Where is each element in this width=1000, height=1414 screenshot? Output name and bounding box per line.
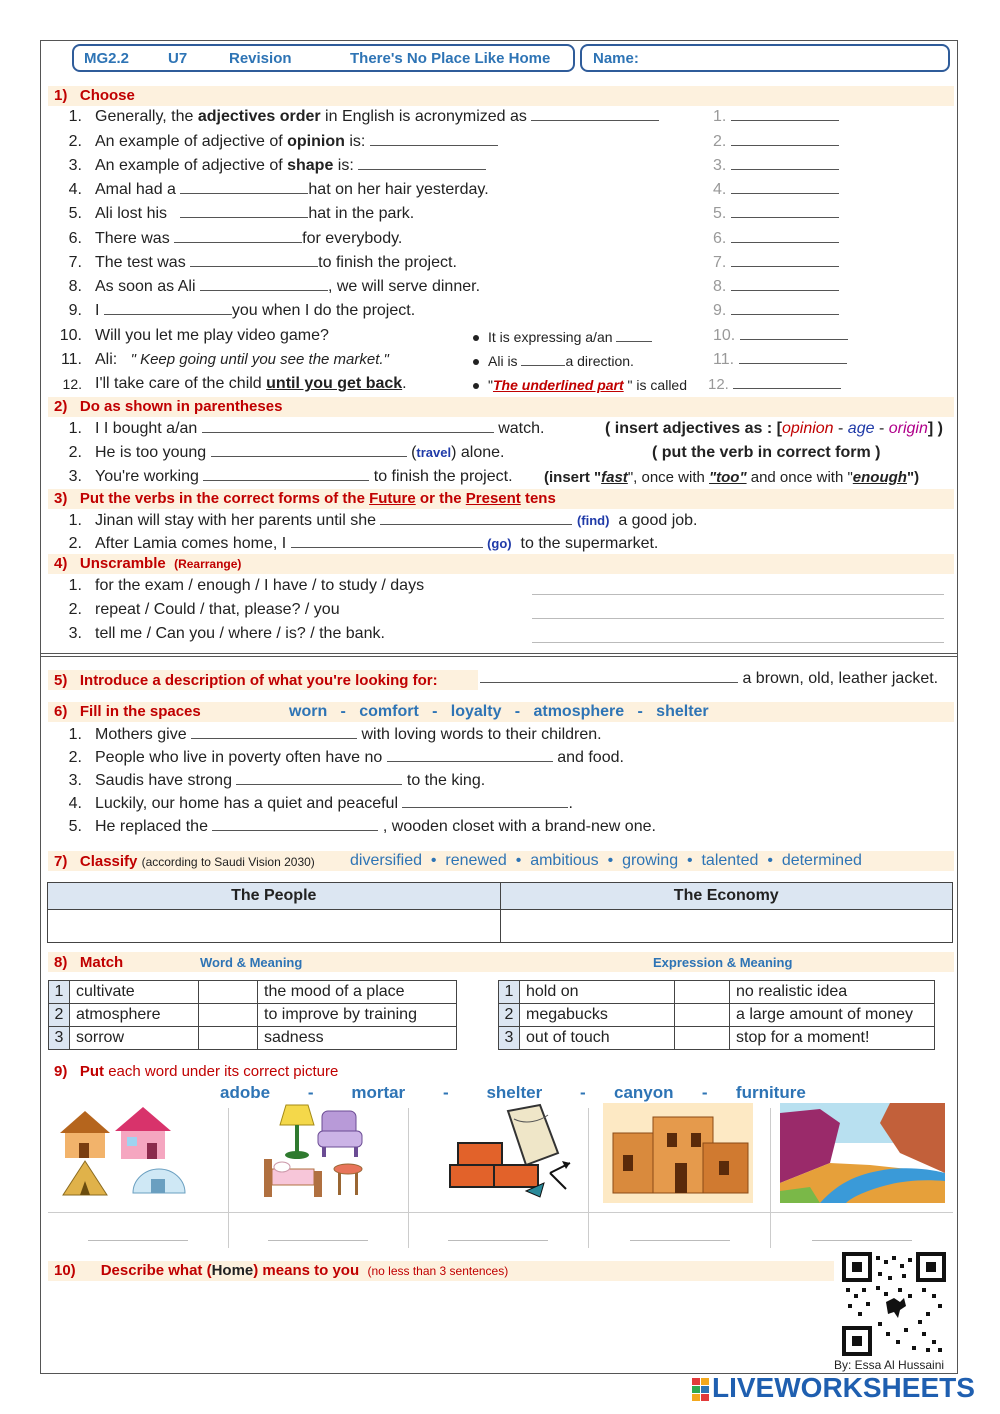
- match-answer-cell[interactable]: [199, 1004, 258, 1027]
- section-2-heading: 2) Do as shown in parentheses: [54, 398, 283, 415]
- item-number: 6.: [68, 230, 82, 247]
- answer-line[interactable]: [532, 594, 944, 595]
- answer-blank[interactable]: [387, 749, 553, 762]
- instruction-2-1: ( insert adjectives as : [opinion - age - origin] ): [605, 420, 943, 437]
- answer-slot-3: 3.: [713, 157, 839, 175]
- item-number: 3.: [68, 157, 82, 174]
- description-answer-area[interactable]: [52, 1290, 822, 1366]
- answer-blank[interactable]: [236, 772, 402, 785]
- section-4-heading: 4) Unscramble (Rearrange): [54, 555, 242, 572]
- answer-blank[interactable]: [200, 278, 328, 291]
- row-number: 2: [49, 1004, 70, 1027]
- answer-slot-2: 2.: [713, 133, 839, 151]
- question-6-4: Luckily, our home has a quiet and peaceful .: [95, 795, 573, 812]
- shelter-picture: [55, 1103, 220, 1203]
- section-10-heading: 10) Describe what (Home) means to you (no less than 3 sentences): [54, 1262, 509, 1279]
- question-1-2: An example of adjective of opinion is:: [95, 133, 498, 151]
- qr-code-icon: [842, 1252, 946, 1356]
- instruction-2-3: (insert "fast", once with "too" and once with "enough"): [544, 469, 920, 486]
- question-1-12: I'll take care of the child until you get back.: [95, 375, 407, 392]
- answer-blank[interactable]: [733, 376, 841, 389]
- match-answer-cell[interactable]: [199, 1027, 258, 1050]
- section-3-heading: 3) Put the verbs in the correct forms of the Future or the Present tens: [54, 490, 556, 507]
- answer-blank[interactable]: [358, 157, 486, 170]
- answer-slot-5: 5.: [713, 205, 839, 223]
- question-1-6: There was for everybody.: [95, 230, 403, 247]
- furniture-picture: [258, 1103, 388, 1203]
- item-number: 12.: [62, 376, 82, 392]
- item-number: 2.: [68, 444, 82, 461]
- match-table-expressions: [498, 980, 935, 1050]
- col-header-economy: The Economy: [500, 883, 953, 910]
- question-3-2: After Lamia comes home, I (go) to the supermarket.: [95, 535, 659, 552]
- match-answer-cell[interactable]: [675, 1027, 730, 1050]
- answer-slot-9: 9.: [713, 302, 839, 320]
- answer-blank[interactable]: [370, 133, 498, 146]
- canyon-picture: [780, 1103, 945, 1203]
- economy-answer-cell[interactable]: [500, 910, 953, 943]
- word-bank-7: diversified • renewed • ambitious • growing • talented • determined: [350, 852, 862, 869]
- match-meaning: the mood of a place: [258, 981, 457, 1004]
- section-8-heading: 8) Match: [54, 954, 124, 971]
- answer-blank[interactable]: [731, 108, 839, 121]
- question-6-2: People who live in poverty often have no and food.: [95, 749, 624, 766]
- question-6-5: He replaced the , wooden closet with a brand-new one.: [95, 818, 656, 835]
- unit-label: U7: [168, 50, 188, 67]
- answer-blank[interactable]: [202, 420, 494, 433]
- picture-answer-line[interactable]: [630, 1240, 730, 1241]
- question-1-7: The test was to finish the project.: [95, 254, 457, 271]
- answer-blank[interactable]: [104, 302, 232, 315]
- row-number: 2: [499, 1004, 520, 1027]
- match-meaning: a large amount of money: [730, 1004, 935, 1027]
- side-note-11: Ali is a direction.: [488, 353, 634, 369]
- answer-slot-4: 4.: [713, 181, 839, 199]
- item-number: 3.: [68, 772, 82, 789]
- answer-blank[interactable]: [211, 444, 407, 457]
- match-expression: megabucks: [520, 1004, 675, 1027]
- answer-blank[interactable]: [531, 108, 659, 121]
- bullet-icon: [473, 335, 479, 341]
- answer-blank[interactable]: [740, 327, 848, 340]
- item-number: 5.: [68, 205, 82, 222]
- section-1-heading: 1) Choose: [54, 87, 135, 104]
- answer-slot-1: 1.: [713, 108, 839, 126]
- item-number: 2.: [68, 749, 82, 766]
- side-note-12: "The underlined part " is called: [488, 377, 687, 393]
- item-number: 11.: [60, 351, 82, 368]
- answer-slot-6: 6.: [713, 230, 839, 248]
- course-code: MG2.2: [84, 50, 130, 67]
- section-8-band: [48, 952, 954, 972]
- match-answer-cell[interactable]: [675, 981, 730, 1004]
- answer-blank[interactable]: [380, 512, 572, 525]
- divider: [48, 1212, 953, 1213]
- match-word: cultivate: [70, 981, 199, 1004]
- bullet-icon: [473, 359, 479, 365]
- question-1-9: I you when I do the project.: [95, 302, 416, 319]
- item-number: 1.: [68, 726, 82, 743]
- worksheet-title: There's No Place Like Home: [350, 50, 551, 67]
- scramble-1: for the exam / enough / I have / to study / days: [95, 577, 425, 594]
- question-1-8: As soon as Ali , we will serve dinner.: [95, 278, 481, 295]
- answer-slot-8: 8.: [713, 278, 839, 296]
- divider: [770, 1108, 771, 1248]
- answer-blank[interactable]: [480, 670, 738, 683]
- match-right-title: Expression & Meaning: [653, 955, 793, 970]
- answer-blank[interactable]: [402, 795, 568, 808]
- question-5: a brown, old, leather jacket.: [480, 670, 938, 688]
- answer-blank[interactable]: [203, 468, 369, 481]
- item-number: 5.: [68, 818, 82, 835]
- section-5-heading: 5) Introduce a description of what you're looking for:: [54, 672, 438, 689]
- answer-slot-7: 7.: [713, 254, 839, 272]
- item-number: 4.: [68, 795, 82, 812]
- item-number: 10.: [59, 327, 82, 344]
- item-number: 2.: [68, 535, 82, 552]
- match-meaning: no realistic idea: [730, 981, 935, 1004]
- word-bank-6: worn - comfort - loyalty - atmosphere - shelter: [289, 703, 709, 720]
- question-2-2: He is too young (travel) alone.: [95, 444, 505, 461]
- divider: [40, 656, 958, 657]
- match-word: atmosphere: [70, 1004, 199, 1027]
- col-header-people: The People: [48, 883, 501, 910]
- answer-blank[interactable]: [190, 254, 318, 267]
- section-1-band: [48, 86, 954, 106]
- item-number: 7.: [68, 254, 82, 271]
- match-expression: hold on: [520, 981, 675, 1004]
- section-6-heading: 6) Fill in the spaces: [54, 703, 201, 720]
- answer-blank[interactable]: [731, 302, 839, 315]
- divider: [228, 1108, 229, 1248]
- liveworksheets-brand[interactable]: LIVEWORKSHEETS: [712, 1372, 975, 1403]
- answer-blank[interactable]: [731, 254, 839, 267]
- row-number: 3: [49, 1027, 70, 1050]
- mortar-picture: [448, 1103, 578, 1203]
- row-number: 1: [499, 981, 520, 1004]
- question-6-3: Saudis have strong to the king.: [95, 772, 486, 789]
- match-meaning: stop for a moment!: [730, 1027, 935, 1050]
- instruction-2-2: ( put the verb in correct form ): [652, 444, 881, 461]
- bullet-icon: [473, 383, 479, 389]
- answer-blank[interactable]: [212, 818, 378, 831]
- answer-blank[interactable]: [739, 351, 847, 364]
- item-number: 3.: [68, 625, 82, 642]
- match-answer-cell[interactable]: [675, 1004, 730, 1027]
- match-left-title: Word & Meaning: [200, 955, 303, 970]
- scramble-3: tell me / Can you / where / is? / the bank.: [95, 625, 385, 642]
- answer-blank[interactable]: [521, 353, 565, 366]
- question-1-1: Generally, the adjectives order in English is acronymized as: [95, 108, 659, 126]
- answer-blank[interactable]: [291, 535, 483, 548]
- divider: [40, 653, 958, 654]
- author-credit: By: Essa Al Hussaini: [834, 1358, 945, 1372]
- item-number: 2.: [68, 601, 82, 618]
- classify-table: [47, 882, 953, 943]
- answer-blank[interactable]: [180, 205, 308, 218]
- item-number: 1.: [68, 512, 82, 529]
- question-1-11: Ali: " Keep going until you see the market.": [95, 351, 389, 368]
- question-6-1: Mothers give with loving words to their children.: [95, 726, 602, 743]
- match-meaning: sadness: [258, 1027, 457, 1050]
- match-answer-cell[interactable]: [199, 981, 258, 1004]
- picture-answer-line[interactable]: [448, 1240, 548, 1241]
- divider: [588, 1108, 589, 1248]
- answer-slot-10: 10.: [713, 327, 848, 345]
- picture-answer-line[interactable]: [268, 1240, 368, 1241]
- match-meaning: to improve by training: [258, 1004, 457, 1027]
- item-number: 1.: [68, 577, 82, 594]
- picture-answer-line[interactable]: [88, 1240, 188, 1241]
- answer-blank[interactable]: [731, 157, 839, 170]
- question-1-3: An example of adjective of shape is:: [95, 157, 486, 175]
- people-answer-cell[interactable]: [48, 910, 501, 943]
- revision-label: Revision: [229, 50, 292, 67]
- picture-answer-line[interactable]: [812, 1240, 912, 1241]
- question-1-4: Amal had a hat on her hair yesterday.: [95, 181, 489, 198]
- answer-slot-11: 11.: [713, 351, 847, 369]
- section-7-heading: 7) Classify (according to Saudi Vision 2030): [54, 853, 315, 870]
- answer-blank[interactable]: [731, 133, 839, 146]
- side-note-10: It is expressing a/an: [488, 329, 652, 345]
- answer-blank[interactable]: [731, 205, 839, 218]
- match-table-words: [48, 980, 457, 1050]
- row-number: 1: [49, 981, 70, 1004]
- item-number: 1.: [68, 420, 82, 437]
- liveworksheets-logo-icon: [692, 1378, 710, 1402]
- answer-line[interactable]: [532, 642, 944, 643]
- item-number: 1.: [68, 108, 82, 125]
- answer-line[interactable]: [532, 618, 944, 619]
- row-number: 3: [499, 1027, 520, 1050]
- question-1-5: Ali lost his hat in the park.: [95, 205, 415, 222]
- adobe-picture: [603, 1103, 753, 1203]
- item-number: 8.: [68, 278, 82, 295]
- question-1-10: Will you let me play video game?: [95, 327, 329, 344]
- name-label: Name:: [593, 50, 639, 67]
- answer-blank[interactable]: [731, 278, 839, 291]
- item-number: 3.: [68, 468, 82, 485]
- answer-blank[interactable]: [191, 726, 357, 739]
- answer-blank[interactable]: [180, 181, 308, 194]
- answer-slot-12: 12.: [708, 376, 841, 393]
- match-expression: out of touch: [520, 1027, 675, 1050]
- answer-blank[interactable]: [616, 329, 652, 342]
- word-bank-9: adobe - mortar - shelter - canyon - furniture: [220, 1083, 806, 1102]
- divider: [408, 1108, 409, 1248]
- item-number: 2.: [68, 133, 82, 150]
- question-2-1: I I bought a/an watch.: [95, 420, 545, 437]
- answer-blank[interactable]: [731, 181, 839, 194]
- section-9-heading: 9) Put each word under its correct picture: [54, 1063, 339, 1080]
- question-3-1: Jinan will stay with her parents until she (find) a good job.: [95, 512, 698, 529]
- item-number: 4.: [68, 181, 82, 198]
- match-word: sorrow: [70, 1027, 199, 1050]
- answer-blank[interactable]: [174, 230, 302, 243]
- item-number: 9.: [68, 302, 82, 319]
- question-2-3: You're working to finish the project.: [95, 468, 513, 485]
- answer-blank[interactable]: [731, 230, 839, 243]
- scramble-2: repeat / Could / that, please? / you: [95, 601, 340, 618]
